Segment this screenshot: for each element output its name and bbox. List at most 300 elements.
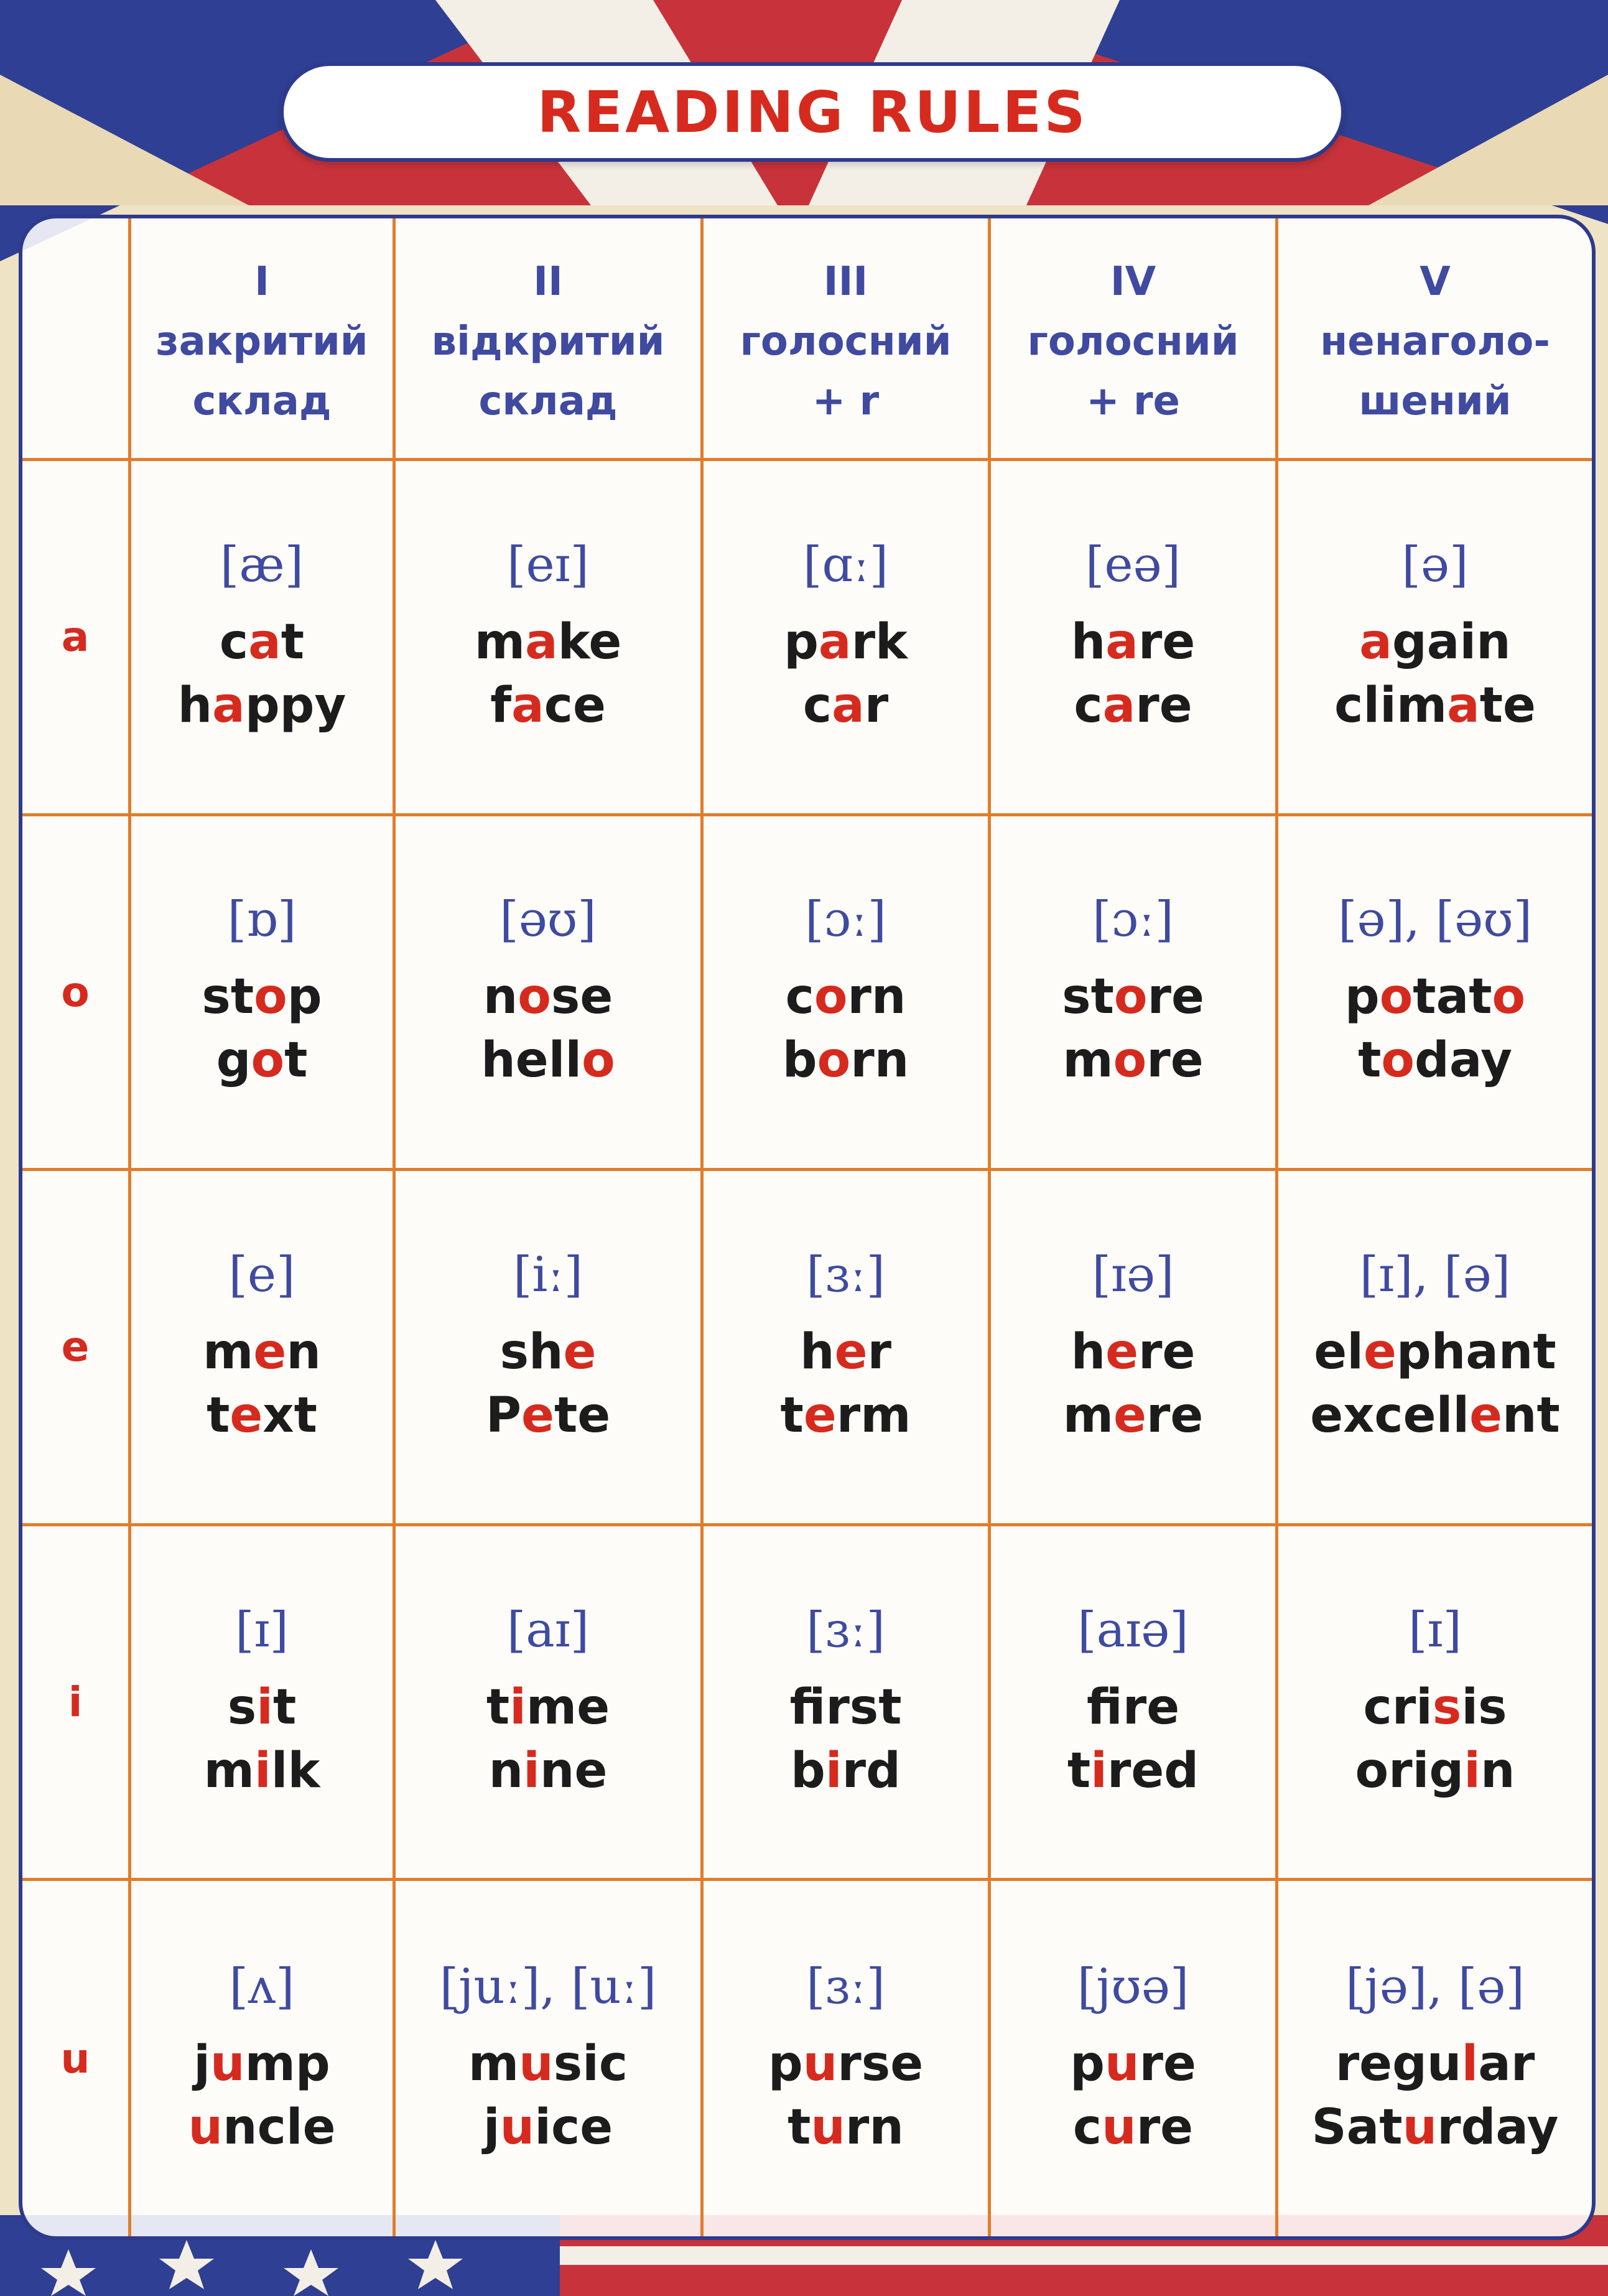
example-word xyxy=(220,610,304,674)
word-letter: h xyxy=(481,1032,516,1089)
example-word xyxy=(803,674,888,737)
rule-cell xyxy=(1278,1526,1592,1882)
word-letter: m xyxy=(244,2035,295,2092)
rule-cell xyxy=(131,1526,396,1882)
example-word xyxy=(1358,1029,1512,1092)
example-word xyxy=(1063,1384,1204,1447)
word-letter: c xyxy=(1334,677,1364,734)
word-letter: b xyxy=(791,1742,825,1799)
word-letter: e xyxy=(1162,614,1196,670)
word-letter: l xyxy=(1452,1387,1470,1444)
example-word xyxy=(784,610,908,674)
word-letter: n xyxy=(1498,1323,1533,1380)
word-letter: e xyxy=(1170,1032,1204,1089)
column-header xyxy=(991,218,1278,461)
highlighted-letter: e xyxy=(834,1323,868,1380)
rule-cell xyxy=(396,816,704,1172)
word-letter: i xyxy=(534,2099,551,2155)
word-letter: t xyxy=(207,1387,230,1444)
rule-cell xyxy=(1278,1171,1592,1526)
word-letter: m xyxy=(203,1742,254,1799)
word-letter: d xyxy=(1461,2099,1496,2155)
word-letter: p xyxy=(1396,1323,1431,1380)
word-letter: r xyxy=(842,1742,867,1799)
word-letter: n xyxy=(1476,614,1511,670)
word-letter: t xyxy=(1469,969,1492,1025)
highlighted-letter: u xyxy=(1402,2099,1438,2155)
word-letter: t xyxy=(294,1387,317,1444)
transcription: [juː], [uː] xyxy=(439,1958,657,2015)
example-word xyxy=(486,1676,610,1739)
word-letter: e xyxy=(1171,969,1204,1025)
transcription: [ɜː] xyxy=(806,1246,885,1303)
word-letter: k xyxy=(557,614,589,670)
word-letter: m xyxy=(1062,1387,1113,1444)
example-word xyxy=(800,1320,891,1384)
column-header-label: + r xyxy=(812,378,880,424)
highlighted-letter: u xyxy=(519,2035,554,2092)
rule-cell xyxy=(991,1171,1278,1526)
word-letter: n xyxy=(871,969,906,1025)
column-header xyxy=(131,218,396,461)
highlighted-letter: e xyxy=(803,1387,837,1444)
example-word xyxy=(481,1029,615,1092)
word-letter: j xyxy=(193,2035,211,2092)
word-letter: i xyxy=(1412,1742,1429,1799)
highlighted-letter: a xyxy=(1102,677,1136,734)
reading-rules-table xyxy=(19,215,1596,2240)
word-letter: f xyxy=(1086,1679,1123,1735)
rule-cell xyxy=(991,816,1278,1172)
word-letter: e xyxy=(1163,2035,1196,2092)
word-letter: h xyxy=(800,1323,835,1380)
example-word xyxy=(1074,674,1192,737)
word-letter: m xyxy=(1396,677,1448,734)
word-letter: p xyxy=(295,2035,330,2092)
word-letter: y xyxy=(1480,1032,1512,1089)
transcription: [jə], [ə] xyxy=(1345,1958,1525,2015)
transcription: [e] xyxy=(228,1246,295,1303)
word-letter: c xyxy=(802,677,832,734)
example-word xyxy=(1071,610,1196,674)
column-roman-numeral: III xyxy=(823,258,868,305)
word-letter: e xyxy=(1403,1387,1436,1444)
word-letter: c xyxy=(219,614,249,670)
word-letter: r xyxy=(1437,2099,1461,2155)
highlighted-letter: i xyxy=(509,1679,526,1735)
example-word xyxy=(207,1384,317,1447)
word-letter: s xyxy=(227,1679,257,1735)
word-letter: r xyxy=(1147,969,1171,1025)
word-letter: s xyxy=(500,1323,529,1380)
word-letter: r xyxy=(1136,2099,1161,2155)
example-word xyxy=(1336,2032,1535,2096)
example-word xyxy=(193,2032,330,2096)
column-roman-numeral: II xyxy=(533,258,563,305)
word-letter: e xyxy=(574,1742,608,1799)
word-letter: g xyxy=(1429,1742,1464,1799)
transcription: [eɪ] xyxy=(507,536,589,593)
word-letter: e xyxy=(580,969,613,1025)
word-letter: a xyxy=(1449,1032,1481,1089)
vowel-cell xyxy=(22,1526,131,1882)
word-letter: e xyxy=(1314,1323,1347,1380)
rule-cell xyxy=(704,461,991,816)
highlighted-letter: u xyxy=(802,2035,838,2092)
highlighted-letter: o xyxy=(1379,969,1413,1025)
example-word xyxy=(178,674,346,737)
word-letter: c xyxy=(1072,2099,1102,2155)
word-letter: r xyxy=(845,2099,870,2155)
highlighted-letter: o xyxy=(254,969,287,1025)
transcription: [ɒ] xyxy=(227,892,297,948)
column-roman-numeral: I xyxy=(254,258,269,305)
example-word xyxy=(216,1029,308,1092)
word-letter: e xyxy=(588,614,622,670)
highlighted-letter: o xyxy=(518,969,551,1025)
word-letter: h xyxy=(529,1323,564,1380)
word-letter: n xyxy=(869,2099,904,2155)
word-letter: t xyxy=(878,1679,902,1735)
word-letter: m xyxy=(1062,1032,1113,1089)
vowel-letter: e xyxy=(61,1323,90,1371)
word-letter: t xyxy=(284,1032,308,1089)
word-letter: e xyxy=(1503,677,1536,734)
word-letter: c xyxy=(785,969,814,1025)
column-header xyxy=(1278,218,1592,461)
transcription: [eə] xyxy=(1085,536,1181,593)
word-letter: r xyxy=(1392,1679,1416,1735)
word-letter: r xyxy=(847,969,871,1025)
column-header-label: склад xyxy=(478,378,618,424)
example-word xyxy=(1073,2096,1193,2159)
transcription: [ɔː] xyxy=(1092,892,1174,948)
example-word xyxy=(791,1739,901,1803)
highlighted-letter: o xyxy=(582,1032,615,1089)
vowel-cell xyxy=(22,461,131,816)
column-header-label: закритий xyxy=(156,318,368,365)
highlighted-letter: o xyxy=(817,1032,851,1089)
example-word xyxy=(202,965,322,1029)
word-letter: t xyxy=(780,1387,804,1444)
word-letter: c xyxy=(1074,677,1103,734)
word-letter: t xyxy=(1479,677,1503,734)
word-letter: e xyxy=(572,677,606,734)
rule-cell xyxy=(704,1171,991,1526)
rule-cell xyxy=(396,1881,704,2236)
example-word xyxy=(1311,2096,1558,2159)
word-letter: t xyxy=(1358,1032,1382,1089)
example-word xyxy=(1071,1320,1196,1384)
transcription: [ɜː] xyxy=(806,1958,885,2015)
example-word xyxy=(1359,610,1510,674)
word-letter: t xyxy=(554,1387,578,1444)
word-letter: r xyxy=(1107,1742,1132,1799)
word-letter: d xyxy=(866,1742,901,1799)
word-letter: t xyxy=(1090,969,1114,1025)
highlighted-letter: i xyxy=(254,1742,271,1799)
word-letter: g xyxy=(216,1032,251,1089)
vowel-letter: u xyxy=(60,2035,90,2083)
highlighted-letter: e xyxy=(563,1323,597,1380)
word-letter: e xyxy=(1310,1387,1344,1444)
word-letter: k xyxy=(287,1742,320,1799)
word-letter: r xyxy=(867,1323,891,1380)
word-letter: r xyxy=(1138,614,1163,670)
highlighted-letter: u xyxy=(811,2099,845,2155)
word-letter: x xyxy=(263,1387,294,1444)
word-letter: r xyxy=(1146,1387,1171,1444)
word-letter: r xyxy=(1122,1679,1147,1735)
word-letter: l xyxy=(548,1032,565,1089)
example-word xyxy=(783,1029,909,1092)
word-letter: l xyxy=(1363,677,1380,734)
example-word xyxy=(188,2096,336,2159)
word-letter: g xyxy=(1392,2035,1427,2092)
example-word xyxy=(490,674,606,737)
word-letter: r xyxy=(850,1032,875,1089)
word-letter: h xyxy=(177,677,213,734)
word-letter: n xyxy=(539,1742,575,1799)
rule-cell xyxy=(131,1171,396,1526)
example-word xyxy=(475,610,622,674)
example-word xyxy=(486,1384,610,1447)
word-letter: e xyxy=(302,2099,336,2155)
word-letter: m xyxy=(474,614,525,670)
word-letter: s xyxy=(1062,969,1091,1025)
highlighted-letter: a xyxy=(212,677,245,734)
highlighted-letter: e xyxy=(1113,1387,1146,1444)
word-letter: h xyxy=(1431,1323,1466,1380)
word-letter: e xyxy=(1160,2099,1194,2155)
word-letter: r xyxy=(1388,1742,1413,1799)
highlighted-letter: a xyxy=(818,614,852,670)
highlighted-letter: i xyxy=(1464,1742,1480,1799)
rule-cell xyxy=(704,816,991,1172)
word-letter: p xyxy=(768,2035,803,2092)
word-letter: s xyxy=(1478,1679,1507,1735)
highlighted-letter: a xyxy=(1447,677,1480,734)
example-word xyxy=(228,1676,296,1739)
word-letter: t xyxy=(281,614,305,670)
vowel-letter: a xyxy=(61,613,90,661)
word-letter: r xyxy=(1135,677,1160,734)
word-letter: k xyxy=(875,614,908,670)
highlighted-letter: i xyxy=(825,1742,842,1799)
highlighted-letter: a xyxy=(524,614,558,670)
highlighted-letter: a xyxy=(248,614,281,670)
word-letter: t xyxy=(1413,969,1436,1025)
highlighted-letter: e xyxy=(230,1387,263,1444)
highlighted-letter: a xyxy=(1359,614,1392,670)
vowel-cell xyxy=(22,1171,131,1526)
highlighted-letter: o xyxy=(251,1032,285,1089)
word-letter: i xyxy=(1461,1679,1479,1735)
table-grid xyxy=(22,218,1592,2236)
word-letter: e xyxy=(1162,1323,1196,1380)
word-letter: n xyxy=(488,1742,524,1799)
example-word xyxy=(781,1384,911,1447)
word-letter: i xyxy=(1380,677,1397,734)
rule-cell xyxy=(1278,816,1592,1172)
word-letter: t xyxy=(1533,1323,1556,1380)
transcription: [ɑː] xyxy=(802,536,889,593)
word-letter: d xyxy=(1414,1032,1449,1089)
highlighted-letter: e xyxy=(253,1323,287,1380)
word-letter: c xyxy=(551,2099,580,2155)
example-word xyxy=(203,1320,321,1384)
column-header-label: + re xyxy=(1086,378,1180,424)
highlighted-letter: o xyxy=(1113,969,1148,1025)
rule-cell xyxy=(1278,1881,1592,2236)
page-title: READING RULES xyxy=(537,78,1088,146)
word-letter: r xyxy=(1146,1032,1171,1089)
word-letter: i xyxy=(1459,614,1477,670)
highlighted-letter: i xyxy=(256,1679,273,1735)
transcription: [ɪ] xyxy=(1408,1602,1462,1658)
word-letter: S xyxy=(1311,2099,1347,2155)
transcription: [ʌ] xyxy=(229,1958,295,2015)
rule-cell xyxy=(704,1526,991,1882)
word-letter: t xyxy=(230,969,254,1025)
word-letter: t xyxy=(1536,1387,1560,1444)
rule-cell xyxy=(131,1881,396,2236)
word-letter: a xyxy=(1495,2099,1527,2155)
word-letter: j xyxy=(483,2099,500,2155)
example-word xyxy=(789,1676,901,1739)
word-letter: r xyxy=(864,677,889,734)
column-header-label: склад xyxy=(192,378,332,424)
highlighted-letter: u xyxy=(1102,2099,1136,2155)
example-word xyxy=(1363,1676,1507,1739)
word-letter: a xyxy=(1436,969,1469,1025)
word-letter: g xyxy=(1392,614,1427,670)
word-letter: e xyxy=(577,1387,611,1444)
example-word xyxy=(1355,1739,1515,1803)
word-letter: y xyxy=(1527,2099,1559,2155)
transcription: [iː] xyxy=(513,1246,583,1303)
rule-cell xyxy=(991,1881,1278,2236)
word-letter: a xyxy=(1466,1323,1499,1380)
transcription: [ɪ] xyxy=(235,1602,289,1658)
word-letter: e xyxy=(1170,1387,1204,1444)
word-letter: n xyxy=(483,969,518,1025)
word-letter: n xyxy=(286,1323,321,1380)
word-letter: s xyxy=(861,2035,891,2092)
transcription: [ɔː] xyxy=(805,892,886,948)
transcription: [ɪ], [ə] xyxy=(1359,1246,1511,1303)
word-letter: l xyxy=(271,1742,288,1799)
word-letter: p xyxy=(1070,2035,1105,2092)
example-word xyxy=(204,1739,320,1803)
word-letter: n xyxy=(1502,1387,1537,1444)
word-letter: c xyxy=(1363,1679,1392,1735)
word-letter: a xyxy=(1426,614,1460,670)
word-letter: t xyxy=(788,2099,811,2155)
highlighted-letter: e xyxy=(1363,1323,1397,1380)
example-word xyxy=(468,2032,628,2096)
example-word xyxy=(489,1739,608,1803)
word-letter: o xyxy=(1355,1742,1389,1799)
highlighted-letter: i xyxy=(523,1742,540,1799)
example-word xyxy=(1062,1029,1203,1092)
word-letter: t xyxy=(486,1679,510,1735)
word-letter: e xyxy=(1146,1679,1180,1735)
word-letter: a xyxy=(1346,2099,1380,2155)
column-header-label: ненаголо- xyxy=(1320,318,1550,365)
vowel-cell xyxy=(22,816,131,1172)
word-letter: e xyxy=(1131,1742,1164,1799)
word-letter: s xyxy=(553,2035,583,2092)
column-header xyxy=(704,218,991,461)
word-letter: r xyxy=(1139,2035,1163,2092)
column-header xyxy=(396,218,704,461)
vowel-letter: i xyxy=(68,1678,83,1727)
word-letter: e xyxy=(515,1032,549,1089)
word-letter: d xyxy=(1164,1742,1199,1799)
rule-cell xyxy=(131,816,396,1172)
word-letter: P xyxy=(485,1387,522,1444)
word-letter: r xyxy=(1138,1323,1163,1380)
highlighted-letter: a xyxy=(511,677,544,734)
word-letter: r xyxy=(837,2035,862,2092)
highlighted-letter: o xyxy=(1381,1032,1415,1089)
word-letter: y xyxy=(314,677,346,734)
word-letter: r xyxy=(851,614,876,670)
transcription: [jʊə] xyxy=(1077,1958,1189,2015)
word-letter: r xyxy=(1335,2035,1360,2092)
word-letter: h xyxy=(1071,614,1106,670)
example-word xyxy=(1087,1676,1179,1739)
example-word xyxy=(1314,1320,1556,1384)
example-word xyxy=(500,1320,597,1384)
word-letter: n xyxy=(1480,1742,1515,1799)
example-word xyxy=(483,965,613,1029)
word-letter: s xyxy=(849,1679,879,1735)
rule-cell xyxy=(396,1171,704,1526)
example-word xyxy=(1334,674,1536,737)
word-letter: n xyxy=(223,2099,258,2155)
word-letter: p xyxy=(279,677,315,734)
word-letter: l xyxy=(1436,1387,1453,1444)
transcription: [aɪə] xyxy=(1077,1602,1189,1658)
word-letter: r xyxy=(1510,2035,1535,2092)
vowel-cell xyxy=(22,1881,131,2236)
highlighted-letter: u xyxy=(500,2099,535,2155)
word-letter: m xyxy=(468,2035,519,2092)
highlighted-letter: e xyxy=(1469,1387,1502,1444)
highlighted-letter: o xyxy=(1492,969,1526,1025)
example-word xyxy=(1067,1739,1199,1803)
transcription: [ɜː] xyxy=(806,1602,885,1658)
rule-cell xyxy=(991,1526,1278,1882)
word-letter: t xyxy=(272,1679,297,1735)
word-letter: m xyxy=(526,1679,577,1735)
highlighted-letter: e xyxy=(1105,1323,1139,1380)
word-letter: p xyxy=(784,614,819,670)
rule-cell xyxy=(704,1881,991,2236)
word-letter: r xyxy=(836,1387,861,1444)
example-word xyxy=(788,2096,904,2159)
word-letter: s xyxy=(551,969,580,1025)
highlighted-letter: a xyxy=(1105,614,1138,670)
word-letter: n xyxy=(874,1032,909,1089)
word-letter: m xyxy=(860,1387,911,1444)
word-letter: l xyxy=(286,2099,303,2155)
word-letter: p xyxy=(244,677,280,734)
word-letter: m xyxy=(203,1323,254,1380)
transcription: [ə], [əʊ] xyxy=(1338,892,1532,948)
